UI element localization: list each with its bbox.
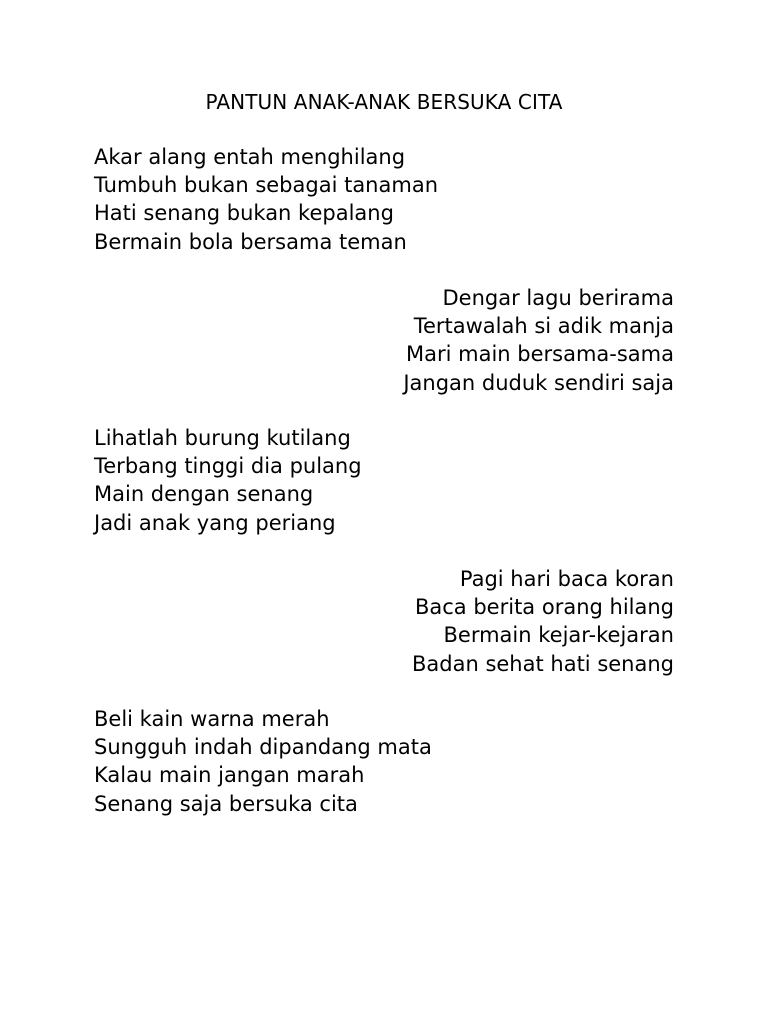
stanza-line: Terbang tinggi dia pulang (94, 454, 362, 479)
stanza-line: Baca berita orang hilang (414, 595, 674, 620)
stanza-line: Hati senang bukan kepalang (94, 201, 394, 226)
stanza-line: Badan sehat hati senang (411, 651, 674, 676)
stanza-5 (94, 705, 432, 818)
stanza-line: Sungguh indah dipandang mata (94, 735, 432, 760)
stanza-line: Jadi anak yang periang (94, 510, 336, 535)
stanza-line: Tertawalah si adik manja (413, 314, 674, 339)
stanza-2 (403, 284, 674, 397)
stanza-line: Mari main bersama-sama (405, 342, 674, 367)
stanza-line: Jangan duduk sendiri saja (403, 370, 674, 395)
stanza-line: Lihatlah burung kutilang (94, 426, 351, 450)
stanza-line: Bermain bola bersama teman (94, 229, 407, 254)
stanza-line: Beli kain warna merah (94, 707, 330, 731)
stanza-4 (412, 565, 674, 678)
stanza-line: Pagi hari baca koran (459, 567, 674, 591)
stanza-line: Dengar lagu berirama (442, 286, 674, 310)
stanza-line: Main dengan senang (94, 482, 314, 507)
stanza-line: Tumbuh bukan sebagai tanaman (94, 173, 438, 198)
stanza-line: Akar alang entah menghilang (94, 145, 406, 169)
stanza-line: Bermain kejar-kejaran (443, 623, 674, 648)
poem-title: PANTUN ANAK-ANAK BERSUKA CITA (205, 90, 563, 114)
stanza-line: Kalau main jangan marah (94, 763, 365, 788)
stanza-1 (94, 143, 438, 256)
stanza-line: Senang saja bersuka cita (94, 791, 358, 816)
stanza-3 (94, 424, 362, 537)
